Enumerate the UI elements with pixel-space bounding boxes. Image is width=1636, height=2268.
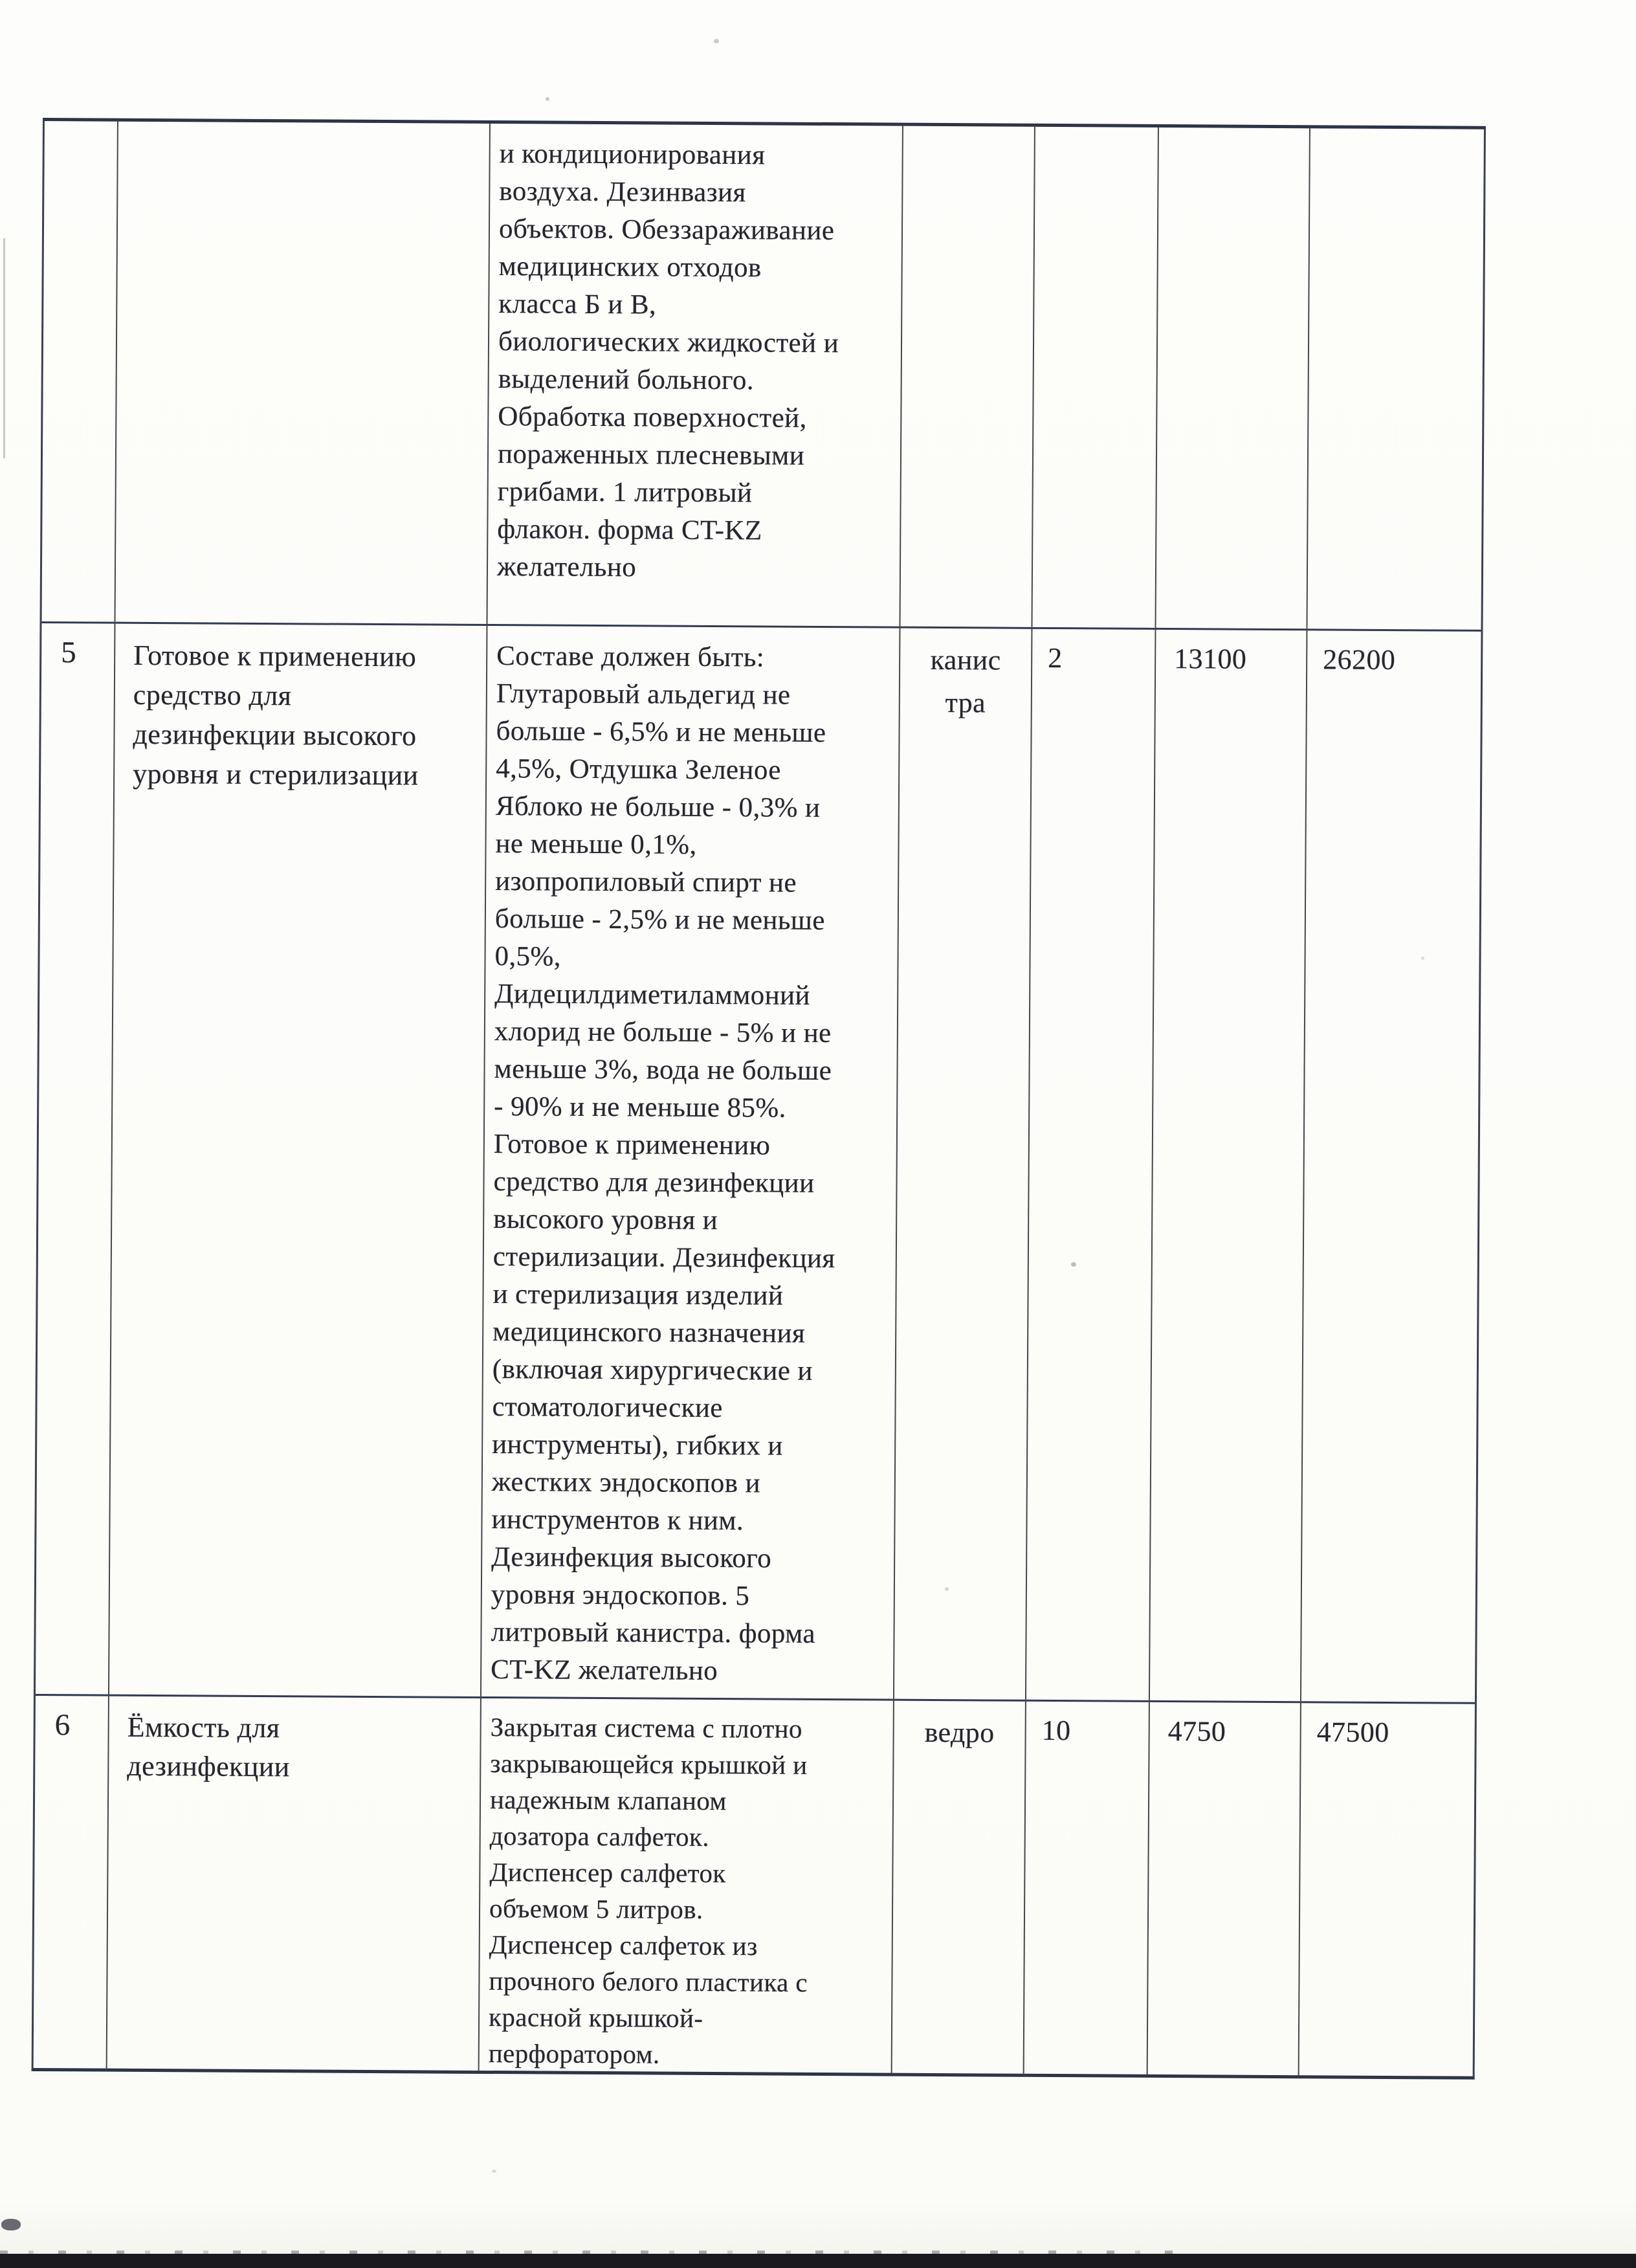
item-name-cell: Ёмкость для дезинфекции xyxy=(107,1695,481,2071)
item-name-cell: Готовое к применению средство для дезинфекции высокого уровня и стерилизации xyxy=(109,622,488,1696)
item-description-cell: Закрытая система с плотно закрывающейся крышкой и надежным клапаном дозатора салфеток. Диспенсер салфеток объемом 5 литров. Диспенсер салфеток из прочного белого пластика с красной крышкой- перфоратором. xyxy=(480,1696,894,2073)
item-description-cell: Составе должен быть: Глутаровый альдегид не больше - 6,5% и не меньше 4,5%, Отдушка Зеленое Яблоко не больше - 0,3% и не меньше 0,1%, изопропиловый спирт не больше - 2,5% и не меньше 0,5%, Дидецилдиметиламмоний хлорид не больше - 5% и не меньше 3%, вода не больше - 90% и не меньше 85%. Готовое к применению средство для дезинфекции высокого уровня и стерилизации. Дезинфекция и стерилизация изделий медицинского назначения (включая хирургические и стоматологические инструменты), гибких и жестких эндоскопов и инструментов к ним. Дезинфекция высокого уровня эндоскопов. 5 литровый канистра. форма CT-KZ желательно xyxy=(481,624,901,1699)
unit-cell: канис тра xyxy=(894,627,1033,1700)
total-price-cell xyxy=(1307,128,1483,630)
item-number-cell: 6 xyxy=(34,1694,109,2069)
scan-speck-artifact xyxy=(945,1587,949,1591)
item-description-cell: и кондиционирования воздуха. Дезинвазия объектов. Обеззараживание медицинских отходов класса Б и В, биологических жидкостей и выделений больного. Обработка поверхностей, пораженных плесневыми грибами. 1 литровый флакон. форма CT-KZ желательно xyxy=(488,124,903,627)
item-number-cell xyxy=(42,121,118,622)
unit-cell xyxy=(900,126,1035,627)
scan-speck-artifact xyxy=(1071,1262,1076,1267)
quantity-cell xyxy=(1032,127,1158,628)
total-price-cell: 47500 xyxy=(1299,1701,1475,2076)
item-number-cell: 5 xyxy=(36,621,116,1695)
unit-price-cell xyxy=(1156,128,1310,628)
total-price-cell: 26200 xyxy=(1301,628,1481,1702)
unit-price-cell: 13100 xyxy=(1150,628,1308,1701)
item-name-cell xyxy=(116,122,491,624)
scan-speck-artifact xyxy=(1421,957,1424,960)
procurement-items-table xyxy=(32,118,1486,2080)
scan-speck-artifact xyxy=(714,39,719,43)
unit-price-cell: 4750 xyxy=(1148,1700,1301,2075)
quantity-cell: 10 xyxy=(1024,1700,1150,2074)
scan-scratch-artifact xyxy=(3,238,5,458)
unit-cell: ведро xyxy=(892,1699,1026,2074)
scan-blob-artifact xyxy=(1,2219,21,2230)
scan-speck-artifact xyxy=(546,97,549,101)
scanner-edge-shadow xyxy=(0,2254,1636,2268)
quantity-cell: 2 xyxy=(1026,627,1156,1700)
scan-speck-artifact xyxy=(492,2170,496,2173)
table-skew-wrapper xyxy=(32,118,1486,2080)
